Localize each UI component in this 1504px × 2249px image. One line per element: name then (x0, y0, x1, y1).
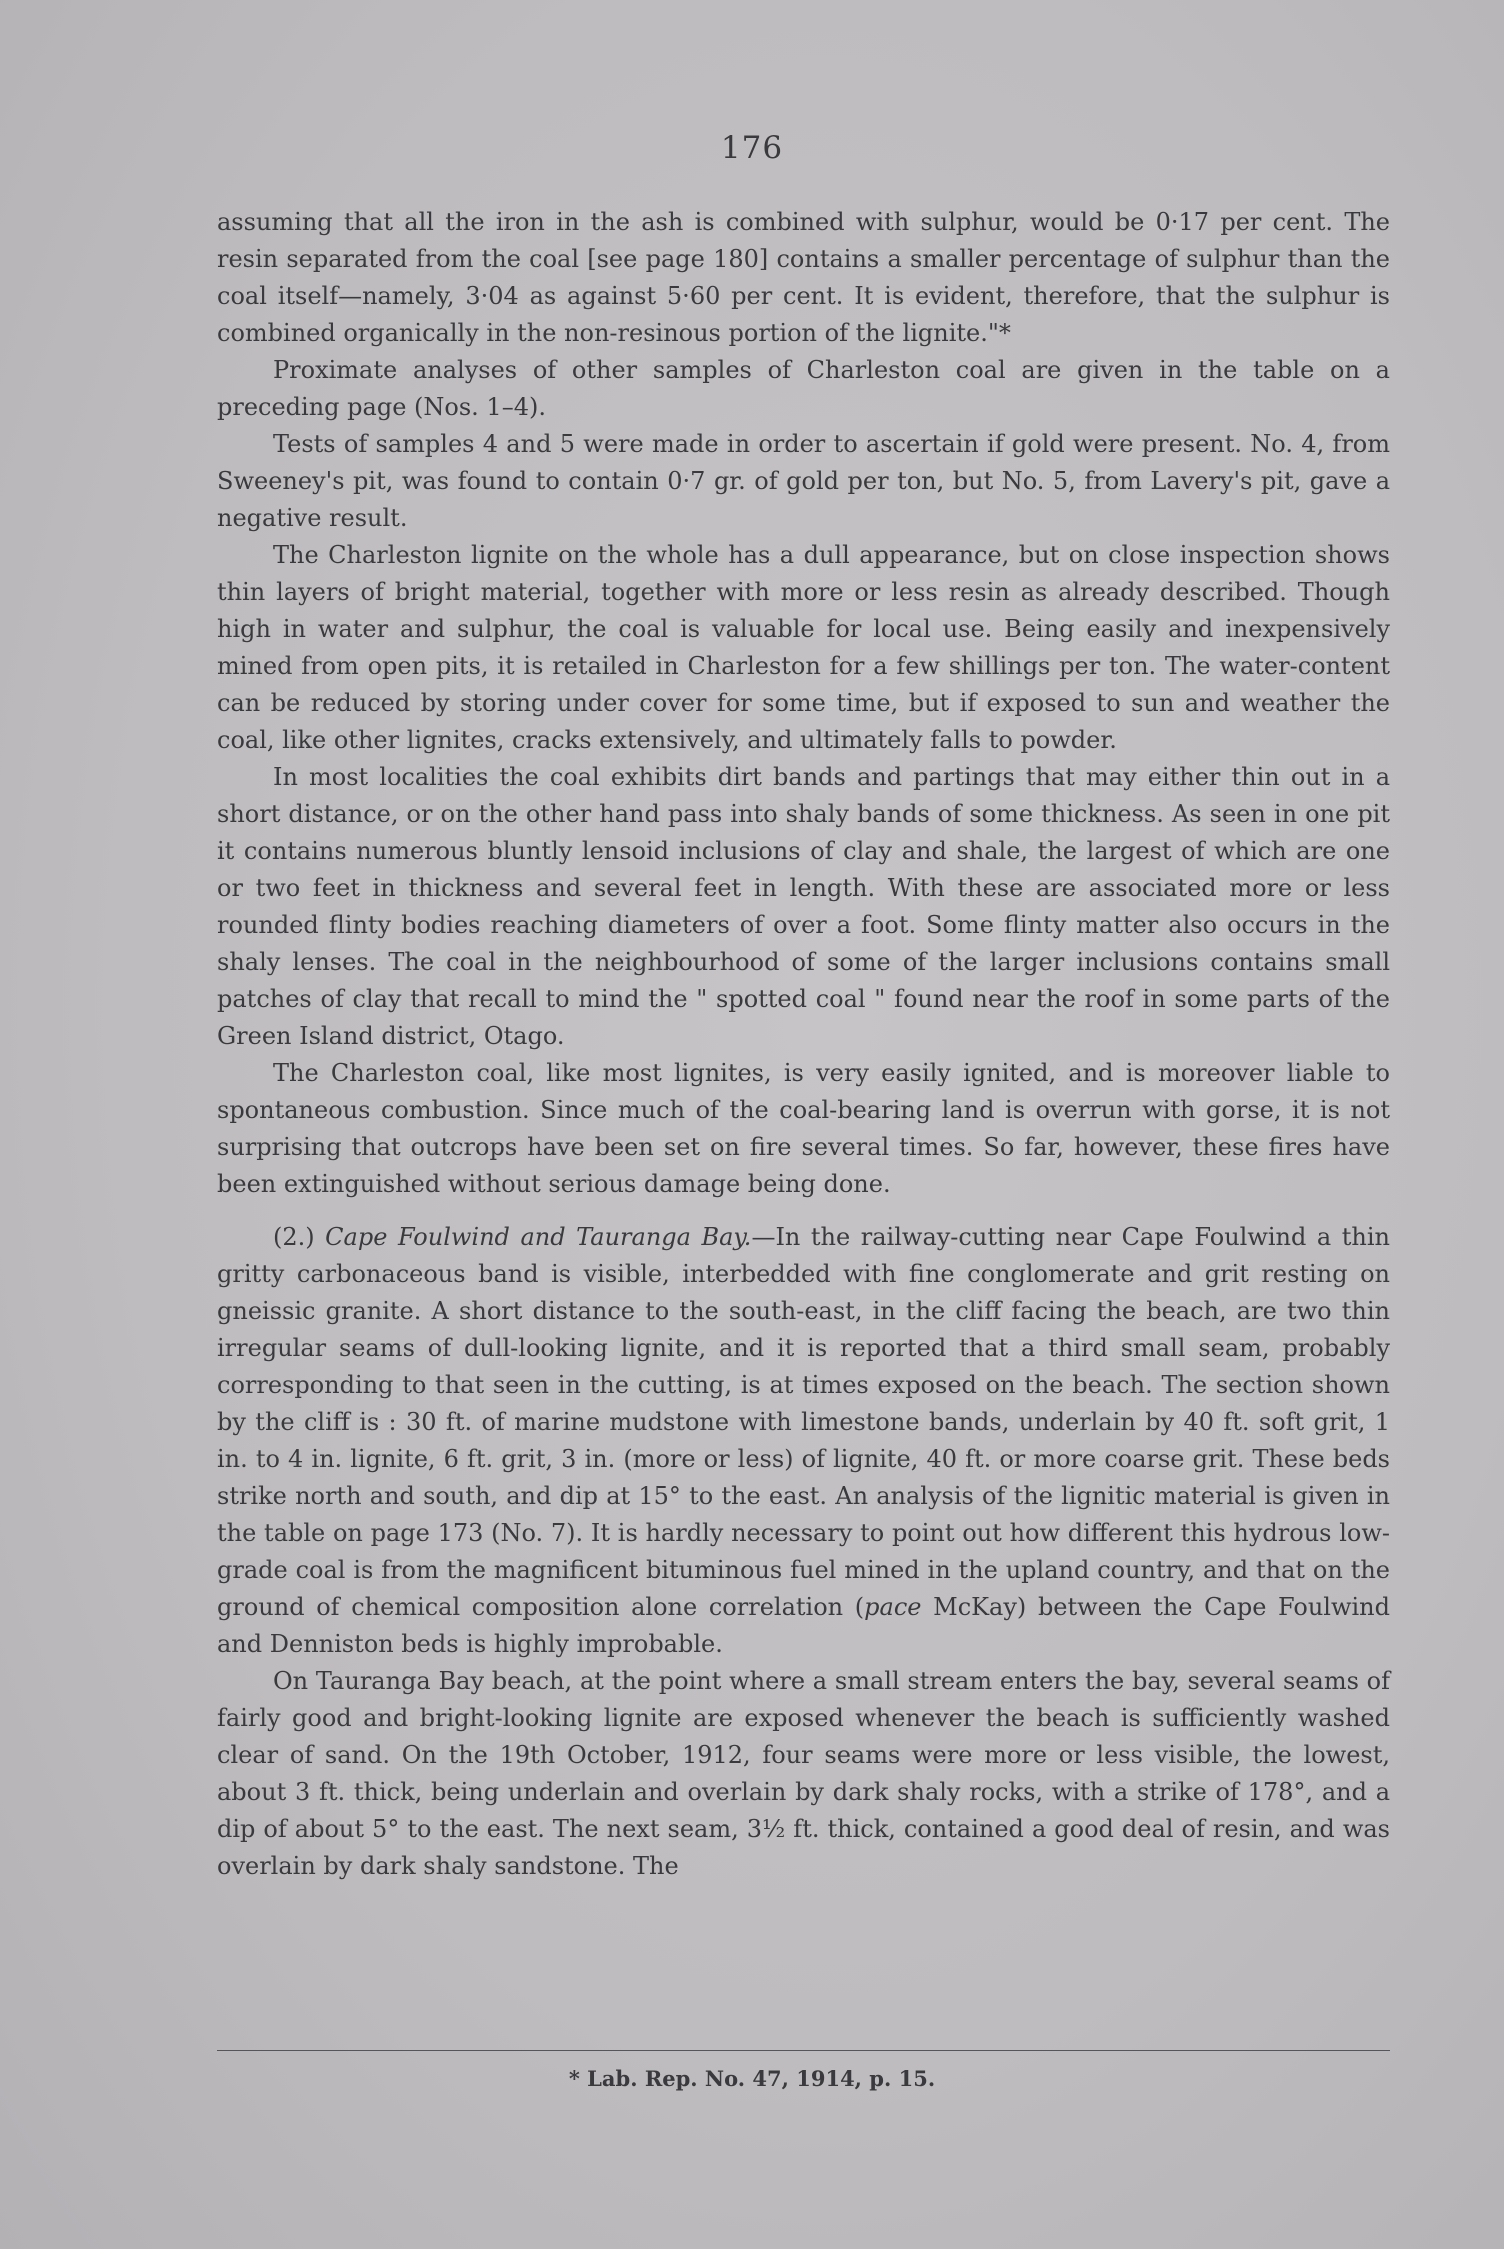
section-heading: Cape Foulwind and Tauranga Bay. (325, 1223, 752, 1251)
footnote-rule (217, 2050, 1390, 2051)
page-number: 176 (720, 130, 784, 166)
paragraph-lignite-appearance: The Charleston lignite on the whole has a dull appearance, but on close inspection shows thin layers of bright material, together with more or less resin as already described. Though high in water and sulphur, the coal is valuable for local use. Being easily and inexpensively mined from open pits, it is retailed in Charleston for a few shillings per ton. The water-content can be reduced by storing under cover for some time, but if exposed to sun and weather the coal, like other lignites, cracks extensively, and ultimately falls to powder. (217, 541, 1390, 754)
section-number: (2.) (273, 1223, 315, 1251)
section-text: —In the railway-cutting near Cape Foulwind a thin gritty carbonaceous band is visible, interbedded with fine conglomerate and grit resting on gneissic granite. A short distance to the south-east, in the cliff facing the beach, are two thin irregular seams of dull-looking lignite, and it is reported that a third small seam, probably corresponding to that seen in the cutting, is at times exposed on the beach. The section shown by the cliff is : 30 ft. of marine mudstone with limestone bands, underlain by 40 ft. soft grit, 1 in. to 4 in. lignite, 6 ft. grit, 3 in. (more or less) of lignite, 40 ft. or more coarse grit. These beds strike north and south, and dip at 15° to the east. An analysis of the lignitic material is given in the table on page 173 (No. 7). It is hardly necessary to point out how different this hydrous low-grade coal is from the magnificent bituminous fuel mined in the upland country, and that on the ground of chemical composition alone correlation ( (217, 1223, 1390, 1621)
paragraph-gold-tests: Tests of samples 4 and 5 were made in order to ascertain if gold were present. No. 4, from Sweeney's pit, was found to contain 0·7 gr. of gold per ton, but No. 5, from Lavery's pit, gave a negative result. (217, 430, 1390, 532)
section-text-end: McKay) between the Cape Foulwind and Denniston beds is highly improbable. (217, 1593, 1391, 1658)
pace-word: pace (864, 1593, 922, 1621)
paragraph-section-2 (217, 1219, 1390, 1663)
paragraph-dirt-bands: In most localities the coal exhibits dirt bands and partings that may either thin out in a short distance, or on the other hand pass into shaly bands of some thickness. As seen in one pit it contains numerous bluntly lensoid inclusions of clay and shale, the largest of which are one or two feet in thickness and several feet in length. With these are associated more or less rounded flinty bodies reaching diameters of over a foot. Some flinty matter also occurs in the shaly lenses. The coal in the neighbourhood of some of the larger inclusions contains small patches of clay that recall to mind the " spotted coal " found near the roof in some parts of the Green Island district, Otago. (217, 763, 1390, 1050)
paragraph-proximate-analyses: Proximate analyses of other samples of Charleston coal are given in the table on a preceding page (Nos. 1–4). (217, 356, 1390, 421)
paragraph-tauranga-bay: On Tauranga Bay beach, at the point where a small stream enters the bay, several seams of fairly good and bright-looking lignite are exposed whenever the beach is sufficiently washed clear of sand. On the 19th October, 1912, four seams were more or less visible, the lowest, about 3 ft. thick, being underlain and overlain by dark shaly rocks, with a strike of 178°, and a dip of about 5° to the east. The next seam, 3½ ft. thick, contained a good deal of resin, and was overlain by dark shaly sandstone. The (217, 1667, 1390, 1880)
paragraph-combustion: The Charleston coal, like most lignites, is very easily ignited, and is moreover liable to spontaneous combustion. Since much of the coal-bearing land is overrun with gorse, it is not surprising that outcrops have been set on fire several times. So far, however, these fires have been extinguished without serious damage being done. (217, 1059, 1390, 1198)
paragraph-continuation: assuming that all the iron in the ash is combined with sulphur, would be 0·17 per cent. The resin separated from the coal [see page 180] contains a smaller percentage of sulphur than the coal itself—namely, 3·04 as against 5·60 per cent. It is evident, therefore, that the sulphur is combined organically in the non-resinous portion of the lignite."* (217, 208, 1390, 347)
footnote: * Lab. Rep. No. 47, 1914, p. 15. (568, 2066, 936, 2091)
body-text (217, 204, 1390, 1885)
